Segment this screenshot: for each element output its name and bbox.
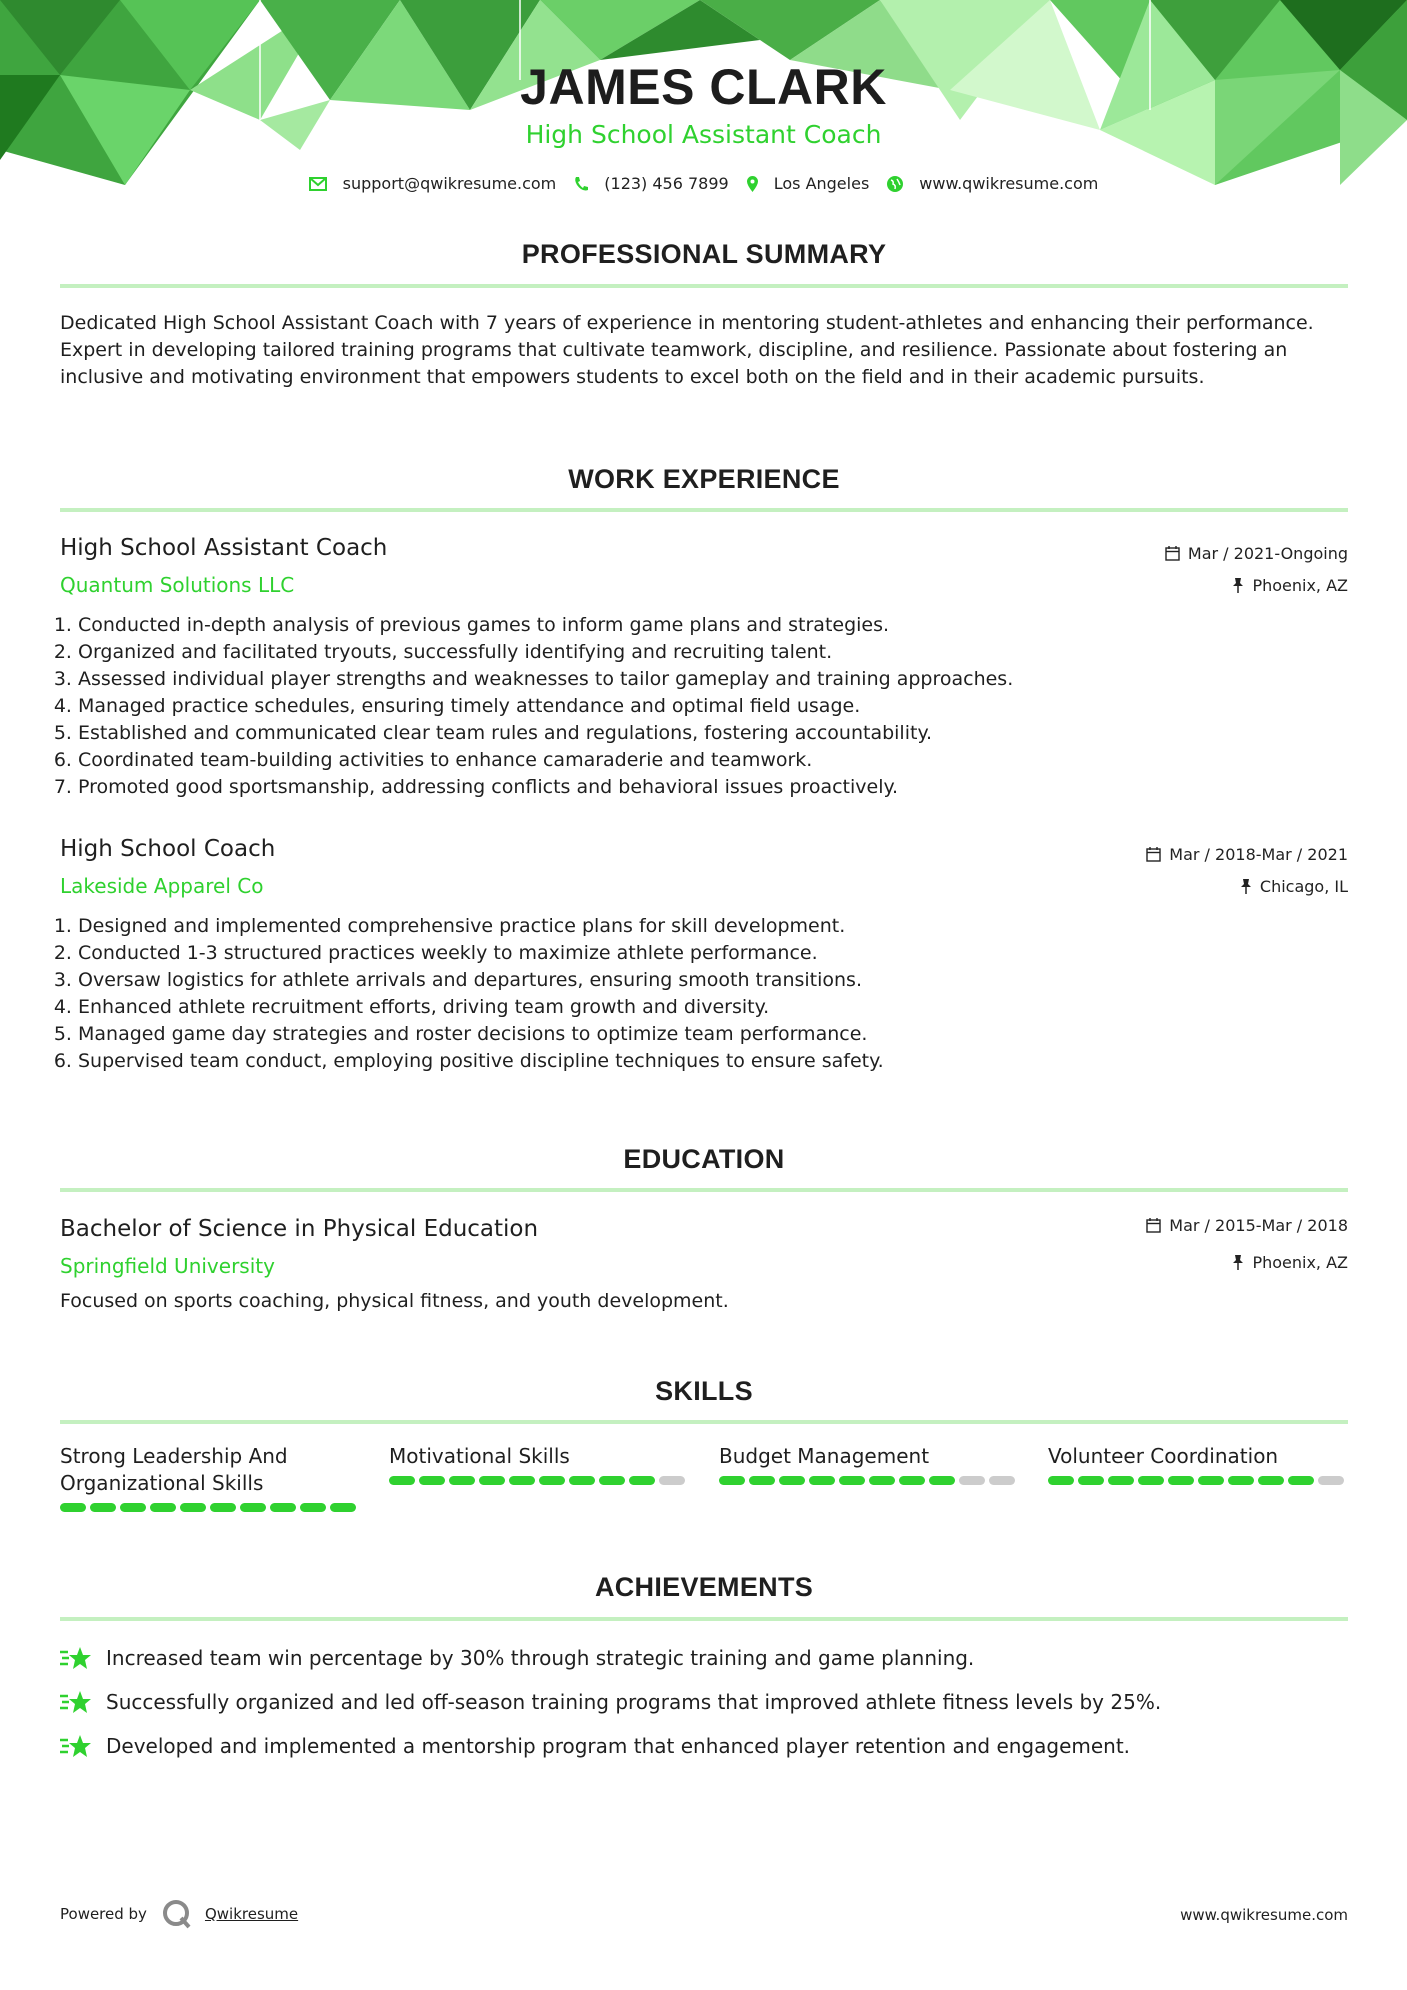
duty-item: 5. Established and communicated clear team rules and regulations, fostering accountability. (78, 720, 1278, 747)
achievement-text: Developed and implemented a mentorship program that enhanced player retention and engagement. (106, 1734, 1131, 1758)
shooting-star-icon (60, 1733, 92, 1759)
contact-website-text: www.qwikresume.com (919, 174, 1099, 193)
education-location (1232, 1253, 1348, 1272)
job-1-location (1232, 576, 1348, 595)
skill-level-bar (1048, 1476, 1348, 1485)
skill-segment-filled (539, 1476, 565, 1485)
skill-segment-filled (1258, 1476, 1284, 1485)
skill-segment-filled (270, 1503, 296, 1512)
job-1-dates-text: Mar / 2021-Ongoing (1187, 544, 1348, 563)
skill-segment-filled (419, 1476, 445, 1485)
job-2-company: Lakeside Apparel Co (60, 874, 264, 898)
skill-segment-filled (330, 1503, 356, 1512)
skill-segment-filled (240, 1503, 266, 1512)
contact-phone[interactable] (574, 174, 728, 193)
skill-segment-empty (659, 1476, 685, 1485)
job-1-title: High School Assistant Coach (60, 535, 388, 561)
skill-segment-filled (150, 1503, 176, 1512)
skill-1 (60, 1443, 360, 1512)
skill-segment-filled (479, 1476, 505, 1485)
duty-item: 7. Promoted good sportsmanship, addressing conflicts and behavioral issues proactively. (78, 774, 1278, 801)
achievement-text: Successfully organized and led off-season training programs that improved athlete fitness levels by 25%. (106, 1690, 1162, 1714)
contact-location (747, 174, 870, 193)
skill-level-bar (60, 1503, 360, 1512)
globe-icon (887, 176, 903, 192)
duty-item: 3. Oversaw logistics for athlete arrivals and departures, ensuring smooth transitions. (78, 967, 1278, 994)
skill-segment-filled (1198, 1476, 1224, 1485)
job-1-dates (1165, 544, 1348, 563)
summary-divider (60, 284, 1348, 288)
skill-segment-filled (569, 1476, 595, 1485)
education-dates (1146, 1216, 1348, 1235)
achievements-divider (60, 1617, 1348, 1621)
phone-icon (574, 176, 588, 192)
skill-segment-filled (809, 1476, 835, 1485)
duty-item: 3. Assessed individual player strengths and weaknesses to tailor gameplay and training approaches. (78, 666, 1278, 693)
skill-segment-filled (300, 1503, 326, 1512)
calendar-icon (1146, 1218, 1161, 1233)
education-dates-text: Mar / 2015-Mar / 2018 (1169, 1216, 1348, 1235)
skill-4 (1048, 1443, 1348, 1485)
contact-website[interactable] (887, 174, 1098, 193)
contact-email[interactable] (309, 174, 557, 193)
candidate-title: High School Assistant Coach (525, 120, 882, 149)
skill-segment-filled (929, 1476, 955, 1485)
contact-email-text: support@qwikresume.com (342, 174, 557, 193)
duty-item: 1. Designed and implemented comprehensive practice plans for skill development. (78, 913, 1278, 940)
duty-item: 6. Supervised team conduct, employing positive discipline techniques to ensure safety. (78, 1048, 1278, 1075)
skill-label: Budget Management (719, 1444, 930, 1468)
shooting-star-icon (60, 1689, 92, 1715)
achievement-item (60, 1733, 1130, 1759)
job-2-location-text: Chicago, IL (1259, 877, 1348, 896)
skill-segment-filled (1108, 1476, 1134, 1485)
skill-level-bar (389, 1476, 689, 1485)
skill-segment-filled (389, 1476, 415, 1485)
calendar-icon (1165, 546, 1180, 561)
skill-2 (389, 1443, 689, 1485)
skill-segment-filled (120, 1503, 146, 1512)
job-1-company: Quantum Solutions LLC (60, 573, 295, 597)
skill-segment-filled (1138, 1476, 1164, 1485)
job-1-duties (52, 612, 1278, 801)
duty-item: 2. Organized and facilitated tryouts, successfully identifying and recruiting talent. (78, 639, 1278, 666)
qwikresume-link[interactable]: Qwikresume (204, 1905, 299, 1923)
skill-label: Volunteer Coordination (1048, 1444, 1279, 1468)
job-2-dates-text: Mar / 2018-Mar / 2021 (1169, 845, 1348, 864)
summary-text: Dedicated High School Assistant Coach with 7 years of experience in mentoring student-athletes and enhancing their performance. Expert in developing tailored training programs that cultivate teamwork, discipline, and resilience. Passionate about fostering an inclusive and motivating environment that empowers students to excel both on the field and in their academic pursuits. (60, 312, 1314, 388)
pushpin-icon (1240, 879, 1252, 894)
pushpin-icon (1232, 1255, 1244, 1270)
skill-segment-filled (60, 1503, 86, 1512)
footer-website[interactable]: www.qwikresume.com (1180, 1906, 1348, 1924)
skill-segment-filled (719, 1476, 745, 1485)
experience-divider (60, 508, 1348, 512)
education-description: Focused on sports coaching, physical fitness, and youth development. (60, 1290, 729, 1312)
skill-segment-filled (180, 1503, 206, 1512)
skill-segment-filled (899, 1476, 925, 1485)
education-school: Springfield University (60, 1254, 275, 1278)
powered-by-label: Powered by (60, 1905, 147, 1923)
skill-segment-filled (210, 1503, 236, 1512)
contact-location-text: Los Angeles (773, 174, 870, 193)
job-2-title: High School Coach (60, 836, 276, 862)
skill-segment-empty (1318, 1476, 1344, 1485)
skill-segment-filled (1048, 1476, 1074, 1485)
skill-segment-empty (959, 1476, 985, 1485)
footer-powered-by (60, 1898, 298, 1930)
education-location-text: Phoenix, AZ (1252, 1253, 1348, 1272)
calendar-icon (1146, 847, 1161, 862)
skill-segment-filled (449, 1476, 475, 1485)
duty-item: 4. Enhanced athlete recruitment efforts, driving team growth and diversity. (78, 994, 1278, 1021)
duty-item: 6. Coordinated team-building activities to enhance camaraderie and teamwork. (78, 747, 1278, 774)
achievement-item (60, 1689, 1161, 1715)
duty-item: 2. Conducted 1-3 structured practices weekly to maximize athlete performance. (78, 940, 1278, 967)
skill-segment-filled (90, 1503, 116, 1512)
duty-item: 1. Conducted in-depth analysis of previous games to inform game plans and strategies. (78, 612, 1278, 639)
achievements-heading: ACHIEVEMENTS (594, 1572, 814, 1602)
skills-heading: SKILLS (655, 1376, 753, 1406)
skill-segment-empty (989, 1476, 1015, 1485)
skill-segment-filled (1228, 1476, 1254, 1485)
skill-segment-filled (839, 1476, 865, 1485)
skill-segment-filled (1078, 1476, 1104, 1485)
summary-heading: PROFESSIONAL SUMMARY (521, 239, 887, 269)
map-pin-icon (747, 176, 758, 192)
education-degree: Bachelor of Science in Physical Education (60, 1216, 539, 1242)
job-2-location (1240, 877, 1348, 896)
skill-segment-filled (869, 1476, 895, 1485)
skill-segment-filled (509, 1476, 535, 1485)
shooting-star-icon (60, 1645, 92, 1671)
skill-segment-filled (1168, 1476, 1194, 1485)
contact-phone-text: (123) 456 7899 (604, 174, 729, 193)
job-1-location-text: Phoenix, AZ (1252, 576, 1348, 595)
skills-divider (60, 1420, 1348, 1424)
envelope-icon (309, 177, 327, 191)
education-divider (60, 1188, 1348, 1192)
skill-segment-filled (779, 1476, 805, 1485)
duty-item: 5. Managed game day strategies and roster decisions to optimize team performance. (78, 1021, 1278, 1048)
skill-segment-filled (749, 1476, 775, 1485)
achievement-item (60, 1645, 974, 1671)
education-heading: EDUCATION (623, 1144, 785, 1174)
contact-bar (0, 174, 1407, 193)
skill-label: Strong Leadership And Organizational Skills (60, 1444, 288, 1495)
skill-level-bar (719, 1476, 1019, 1485)
skill-label: Motivational Skills (389, 1444, 570, 1468)
skill-segment-filled (629, 1476, 655, 1485)
experience-heading: WORK EXPERIENCE (568, 464, 840, 494)
achievement-text: Increased team win percentage by 30% through strategic training and game planning. (106, 1646, 975, 1670)
skill-segment-filled (599, 1476, 625, 1485)
job-2-duties (52, 913, 1278, 1075)
pushpin-icon (1232, 578, 1244, 593)
job-2-dates (1146, 845, 1348, 864)
candidate-name: JAMES CLARK (520, 59, 887, 115)
duty-item: 4. Managed practice schedules, ensuring timely attendance and optimal field usage. (78, 693, 1278, 720)
skill-segment-filled (1288, 1476, 1314, 1485)
skill-3 (719, 1443, 1019, 1485)
qwikresume-logo-icon (161, 1898, 193, 1930)
